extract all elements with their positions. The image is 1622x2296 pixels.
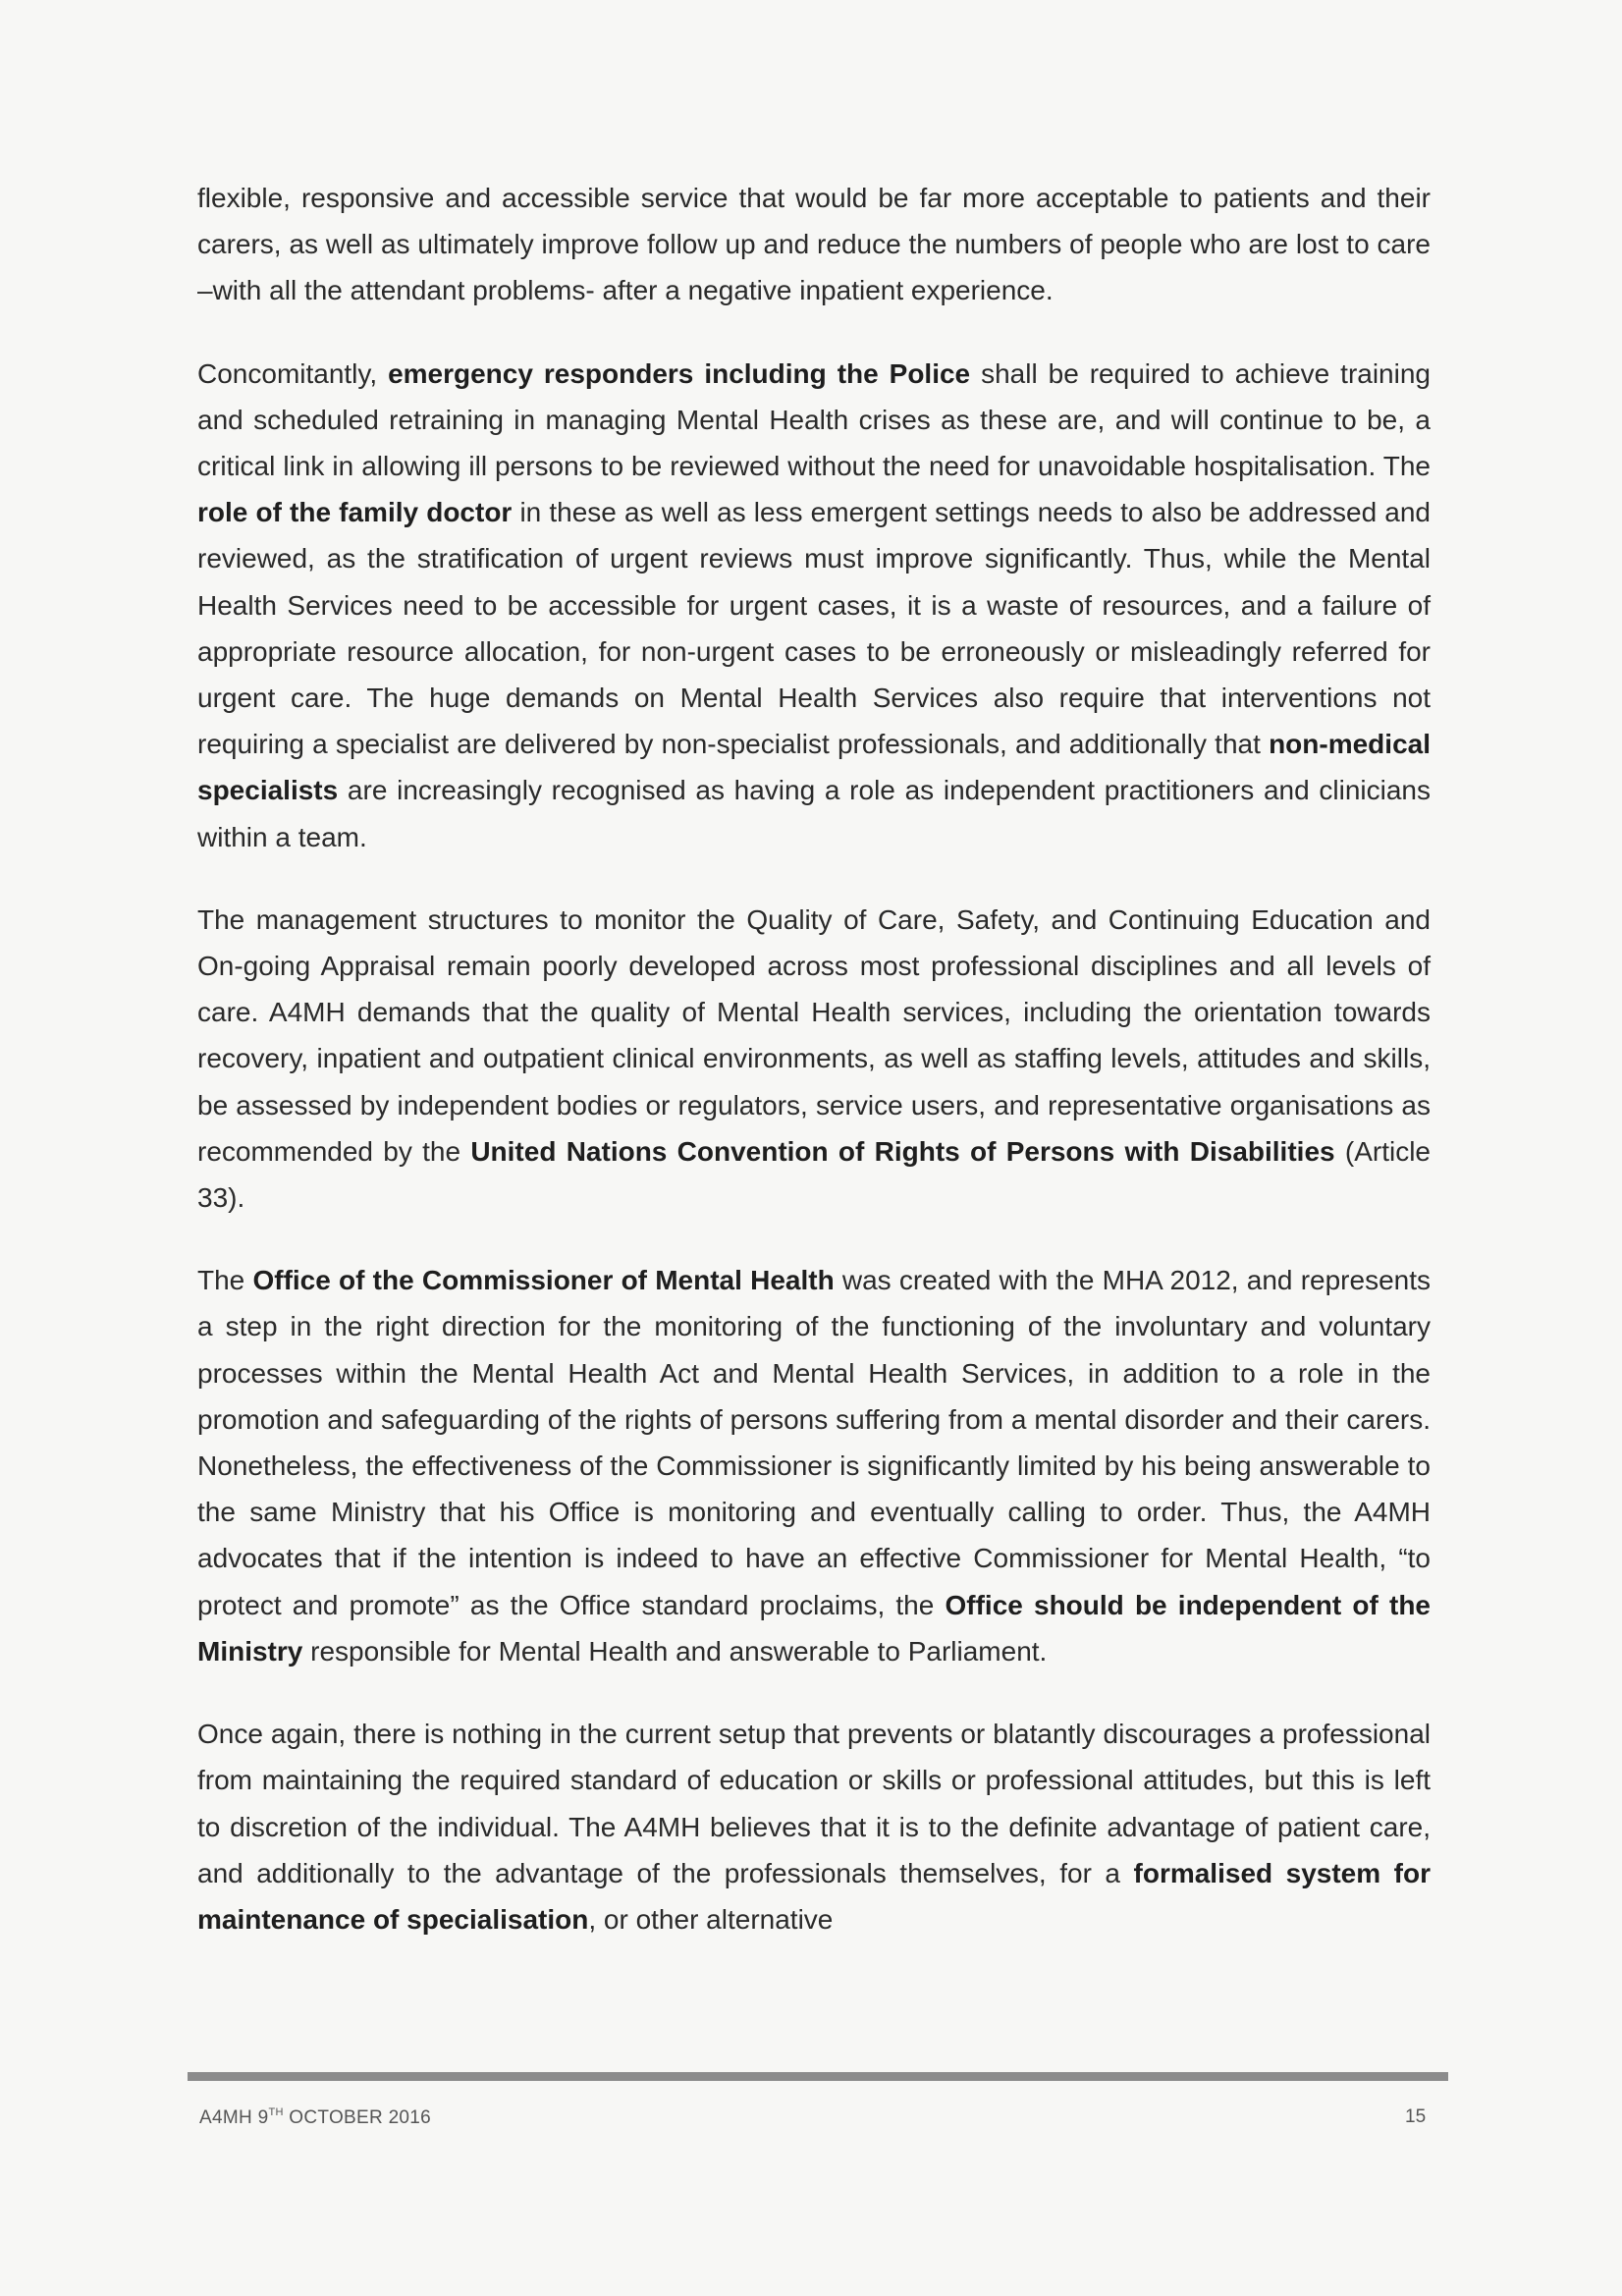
- text-run: (Article 33).: [197, 1135, 1431, 1214]
- bold-phrase: role of the family doctor: [197, 497, 513, 528]
- text-run: flexible, responsive and accessible service that would be far more acceptable to patients and their carers, as well as ultimately improve follow up and reduce the numbers of people who are lost to care –with all the attendant problems- after a negative inpatient experience.: [197, 183, 1431, 306]
- bold-phrase: United Nations Convention of Rights of Persons with Disabilities: [470, 1135, 1335, 1167]
- footer-date: [199, 2106, 431, 2129]
- text-run: in these as well as less emergent settings needs to also be addressed and reviewed, as the stratification of urgent reviews must improve significantly. Thus, while the Mental Health Services need to be accessible for urgent cases, it is a waste of resources, and a failure of appropriate resource allocation, for non-urgent cases to be erroneously or misleadingly referred for urgent care. The huge demands on Mental Health Services also require that interventions not requiring a specialist are delivered by non-specialist professionals, and additionally that: [197, 497, 1431, 760]
- footer-org: A4MH 9: [199, 2107, 269, 2128]
- text-run: shall be required to achieve training and scheduled retraining in managing Mental Health crises as these are, and will continue to be, a critical link in allowing ill persons to be reviewed without the need for unavoidable hospitalisation. The: [197, 357, 1431, 482]
- footer-month-year: OCTOBER 2016: [283, 2107, 432, 2128]
- footer-divider: [188, 2072, 1448, 2081]
- bold-phrase: emergency responders including the Police: [388, 357, 971, 389]
- text-run: Concomitantly,: [197, 357, 389, 389]
- paragraph: [197, 1711, 1431, 1942]
- text-run: The: [197, 1265, 253, 1296]
- paragraph: [197, 897, 1431, 1221]
- text-run: are increasingly recognised as having a role as independent practitioners and clinicians within a team.: [197, 775, 1431, 852]
- footer-date-suffix: TH: [268, 2106, 284, 2118]
- text-run: responsible for Mental Health and answerable to Parliament.: [302, 1635, 1048, 1667]
- bold-phrase: Office should be independent of the Ministry: [197, 1589, 1431, 1667]
- bold-phrase: formalised system for maintenance of specialisation: [197, 1857, 1431, 1935]
- body-text: [197, 175, 1431, 1979]
- text-run: , or other alternative: [588, 1903, 834, 1935]
- text-run: The management structures to monitor the Quality of Care, Safety, and Continuing Education and On-going Appraisal remain poorly developed across most professional disciplines and all levels of care. A4MH demands that the quality of Mental Health services, including the orientation towards recovery, inpatient and outpatient clinical environments, as well as staffing levels, attitudes and skills, be assessed by independent bodies or regulators, service users, and representative organisations as recommended by the: [197, 903, 1431, 1167]
- paragraph: [197, 175, 1431, 314]
- bold-phrase: non-medical specialists: [197, 729, 1431, 806]
- page-number: 15: [1405, 2106, 1427, 2127]
- paragraph: [197, 351, 1431, 860]
- text-run: was created with the MHA 2012, and represents a step in the right direction for the monitoring of the functioning of the involuntary and voluntary processes within the Mental Health Act and Mental Health Services, in addition to a role in the promotion and safeguarding of the rights of persons suffering from a mental disorder and their carers. Nonetheless, the effectiveness of the Commissioner is significantly limited by his being answerable to the same Ministry that his Office is monitoring and eventually calling to order. Thus, the A4MH advocates that if the intention is indeed to have an effective Commissioner for Mental Health, “to protect and promote” as the Office standard proclaims, the: [197, 1265, 1431, 1620]
- paragraph: [197, 1257, 1431, 1674]
- bold-phrase: Office of the Commissioner of Mental Health: [252, 1265, 835, 1296]
- text-run: Once again, there is nothing in the current setup that prevents or blatantly discourages a professional from maintaining the required standard of education or skills or professional attitudes, but this is left to discretion of the individual. The A4MH believes that it is to the definite advantage of patient care, and additionally to the advantage of the professionals themselves, for a: [197, 1719, 1431, 1888]
